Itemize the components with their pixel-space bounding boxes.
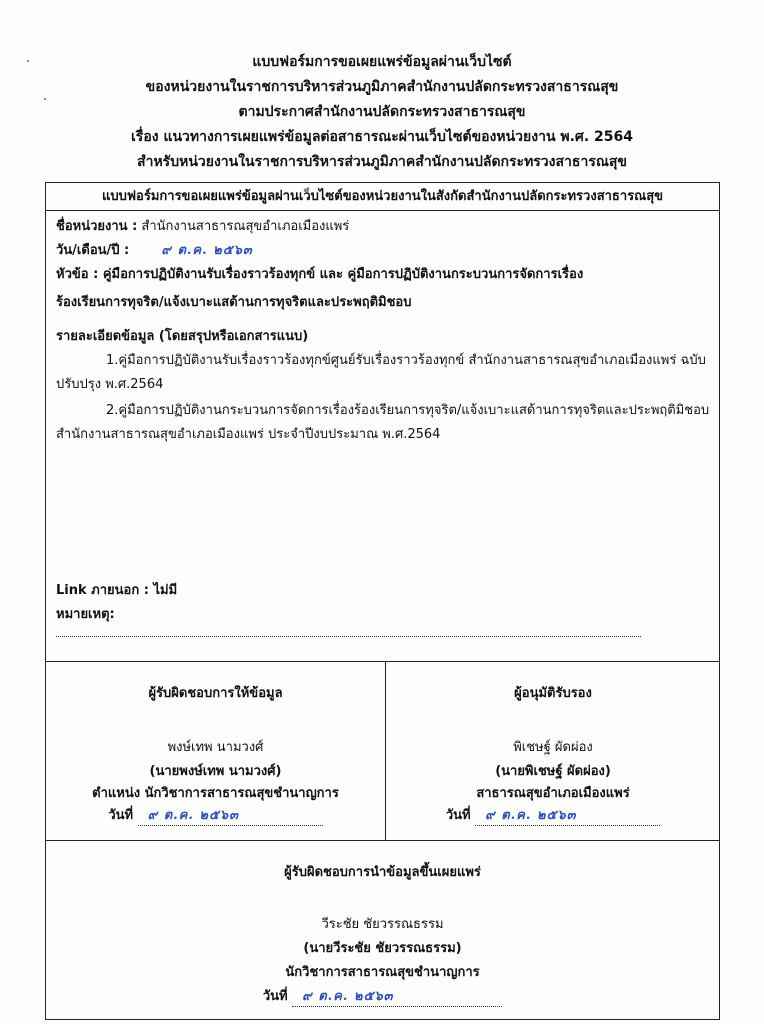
header-line: แบบฟอร์มการขอเผยแพร่ข้อมูลผ่านเว็บไซต์ [252, 54, 512, 70]
subject-label: หัวข้อ : [56, 267, 99, 282]
form-title: แบบฟอร์มการขอเผยแพร่ข้อมูลผ่านเว็บไซต์ของหน่วยงานในสังกัดสำนักงานปลัดกระทรวงสาธารณสุข [46, 183, 719, 211]
publisher-position: นักวิชาการสาธารณสุขชำนาญการ [285, 965, 480, 980]
provider-signature: พงษ์เทพ นามวงศ์ [167, 740, 264, 755]
subject-line-2: ร้องเรียนการทุจริต/แจ้งเบาะแสด้านการทุจริตและประพฤติมิชอบ [56, 295, 412, 310]
agency-value: สำนักงานสาธารณสุขอำเภอเมืองแพร่ [141, 219, 350, 234]
publisher-title: ผู้รับผิดชอบการนำข้อมูลขึ้นเผยแพร่ [284, 865, 481, 880]
link-row [56, 581, 177, 601]
document-header [0, 50, 764, 175]
signature-section [46, 661, 719, 841]
provider-date-handwritten: ๙ ต.ค. ๒๕๖๓ [147, 808, 239, 823]
agency-label: ชื่อหน่วยงาน : [56, 219, 138, 234]
subject-row [56, 265, 583, 285]
approver-date-handwritten: ๙ ต.ค. ๒๕๖๓ [485, 808, 577, 823]
publication-form [45, 182, 720, 1020]
approver-block [387, 662, 719, 840]
publisher-date-row [46, 985, 719, 1007]
agency-row [56, 217, 349, 237]
approver-signature: พิเชษฐ์ ผัดผ่อง [513, 740, 593, 755]
approver-title: ผู้อนุมัติรับรอง [514, 686, 592, 701]
provider-position: ตำแหน่ง นักวิชาการสาธารณสุขชำนาญการ [92, 786, 339, 801]
publisher-signature: วีระชัย ชัยวรรณธรรม [321, 917, 444, 932]
publisher-date-label: วันที่ [262, 989, 288, 1004]
remark-dotted-line [56, 626, 641, 637]
provider-block [46, 662, 385, 840]
publisher-date-handwritten: ๙ ต.ค. ๒๕๖๓ [302, 989, 394, 1004]
header-line: ของหน่วยงานในราชการบริหารส่วนภูมิภาคสำนักงานปลัดกระทรวงสาธารณสุข [145, 79, 619, 95]
details-label: รายละเอียดข้อมูล (โดยสรุปหรือเอกสารแนบ) [56, 329, 309, 344]
remark-label: หมายเหตุ: [56, 607, 115, 622]
publisher-name: (นายวีระชัย ชัยวรรณธรรม) [303, 941, 462, 956]
subject-line-1: คู่มือการปฏิบัติงานรับเรื่องราวร้องทุกข์ และ คู่มือการปฏิบัติงานกระบวนการจัดการเรื่อง [102, 267, 584, 282]
provider-title: ผู้รับผิดชอบการให้ข้อมูล [148, 686, 283, 701]
approver-position: สาธารณสุขอำเภอเมืองแพร่ [476, 786, 630, 801]
approver-name: (นายพิเชษฐ์ ผัดผ่อง) [495, 764, 611, 779]
approver-date-label: วันที่ [445, 808, 471, 823]
date-handwritten: ๙ ต.ค. ๒๕๖๓ [161, 243, 253, 258]
provider-date-label: วันที่ [108, 808, 134, 823]
approver-date-row [387, 804, 719, 826]
link-value: ไม่มี [153, 583, 178, 598]
provider-date-row [46, 804, 385, 826]
publisher-block [46, 841, 719, 1021]
column-divider [385, 662, 386, 840]
link-label: Link ภายนอก : [56, 583, 149, 598]
provider-name: (นายพงษ์เทพ นามวงศ์) [149, 764, 282, 779]
date-label: วัน/เดือน/ปี : [56, 243, 130, 258]
detail-item-2: 2.คู่มือการปฏิบัติงานกระบวนการจัดการเรื่องร้องเรียนการทุจริต/แจ้งเบาะแสด้านการทุจริตและประพฤติมิชอบ สำนักงานสาธารณสุขอำเภอเมืองแพร่ ประจำปีงบประมาณ พ.ศ.2564 [56, 403, 710, 442]
header-line: เรื่อง แนวทางการเผยแพร่ข้อมูลต่อสาธารณะผ่านเว็บไซต์ของหน่วยงาน พ.ศ. 2564 [131, 129, 633, 145]
date-row [56, 241, 253, 261]
detail-item-1: 1.คู่มือการปฏิบัติงานรับเรื่องราวร้องทุกข์ศูนย์รับเรื่องราวร้องทุกข์ สำนักงานสาธารณสุขอำเภอเมืองแพร่ ฉบับปรับปรุง พ.ศ.2564 [56, 353, 706, 392]
header-line: ตามประกาศสำนักงานปลัดกระทรวงสาธารณสุข [238, 104, 526, 120]
header-line: สำหรับหน่วยงานในราชการบริหารส่วนภูมิภาคสำนักงานปลัดกระทรวงสาธารณสุข [137, 154, 627, 170]
